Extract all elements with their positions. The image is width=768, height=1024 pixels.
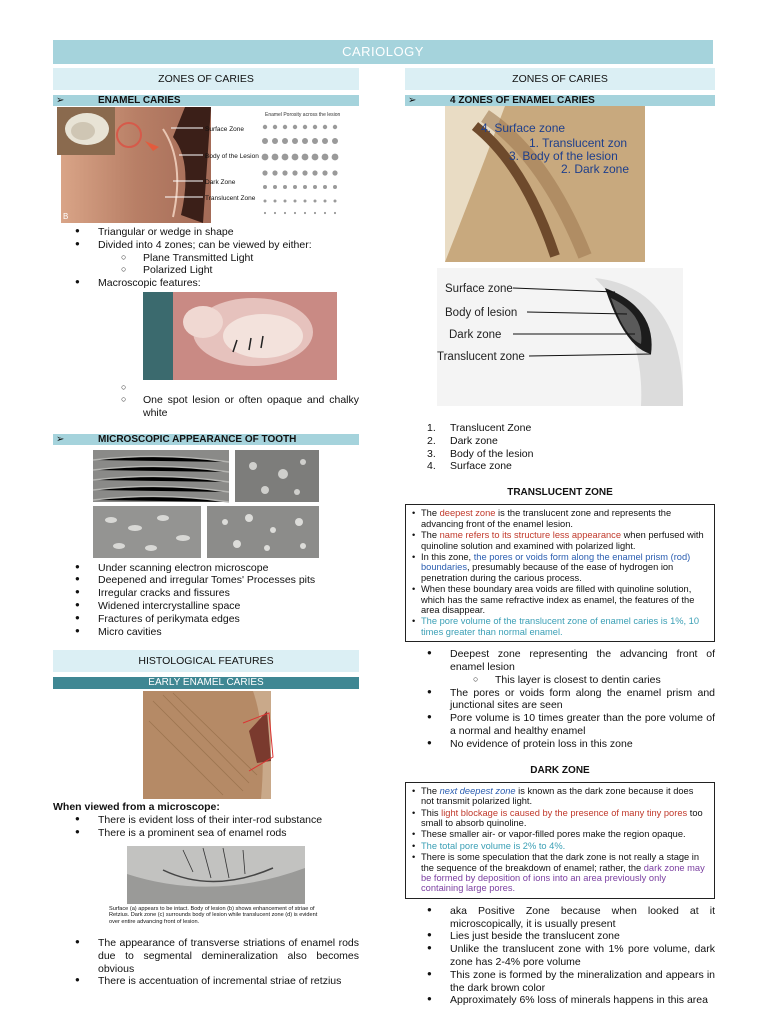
fig-label-dark-zone: 2. Dark zone <box>561 162 630 176</box>
fig-label-translucent: Translucent Zone <box>205 195 256 202</box>
zones-of-caries-header-left: ZONES OF CARIES <box>53 68 359 90</box>
four-zones-figure <box>405 106 715 264</box>
list-item: ● Pore volume is 10 times greater than the pore volume of a normal and healthy enamel <box>405 712 715 738</box>
left-column <box>53 68 359 988</box>
list-item: 2. Dark zone <box>427 434 498 447</box>
early-enamel-caries-heading: EARLY ENAMEL CARIES <box>53 677 359 689</box>
early-caries-figure <box>53 691 359 799</box>
porosity-graph-title: Enamel Porosity across the lesion <box>265 112 341 118</box>
list-item: • The pore volume of the translucent zone of enamel caries is 1%, 10 times greater than normal enamel. <box>412 616 706 637</box>
enamel-caries-heading: ➢ ENAMEL CARIES <box>53 95 359 106</box>
list-item: ● aka Positive Zone because when looked at it microscopically, it is usually present <box>405 905 715 931</box>
figure-corner-label: B <box>63 212 69 221</box>
list-item: ● There is evident loss of their inter-rod substance <box>53 814 359 827</box>
right-column <box>405 68 715 1007</box>
diagram-label-dark: Dark zone <box>449 329 502 341</box>
list-item: ● Fractures of perikymata edges <box>53 613 359 626</box>
list-item: • There is some speculation that the dark zone is not really a stage in the sequence of the breakdown of enamel; rather, the dark zone may be formed by deposition of ions into an area previously only containing large pores. <box>412 852 706 894</box>
enamel-lesion-illustration <box>53 107 359 225</box>
translucent-zone-box <box>405 504 715 642</box>
list-item: • In this zone, the pores or voids form along the enamel prism (rod) boundaries, presumably because of the ease of hydrogen ion penetration during the carious process. <box>412 552 706 583</box>
list-item: ● Widened intercrystalline space <box>53 600 359 613</box>
list-item: • These smaller air- or vapor-filled pores make the region opaque. <box>412 829 706 839</box>
list-item: ● The appearance of transverse striations of enamel rods due to segmental demineralization also becomes obvious <box>53 937 359 975</box>
zones-diagram-figure <box>405 268 715 408</box>
translucent-zone-heading: TRANSLUCENT ZONE <box>507 487 613 499</box>
list-item: ● Deepest zone representing the advancing front of enamel lesion <box>405 648 715 674</box>
fig-label-translucent-zone: 1. Translucent zon <box>529 136 628 150</box>
sem-figure <box>53 448 359 560</box>
lesion-section-figure <box>53 844 359 906</box>
microscope-lead: When viewed from a microscope: <box>53 801 220 814</box>
arrow-bullet-icon: ➢ <box>56 433 65 445</box>
enamel-caries-figure <box>53 107 359 225</box>
list-item: ● Irregular cracks and fissures <box>53 587 359 600</box>
list-item: • The name refers to its structure less appearance when perfused with quinoline solution and examined with polarized light. <box>412 530 706 551</box>
list-item: ● Under scanning electron microscope <box>53 562 359 575</box>
list-item: ● Deepened and irregular Tomes' Processes pits <box>53 574 359 587</box>
list-item: ○ Plane Transmitted Light <box>53 252 359 265</box>
list-item: • The total pore volume is 2% to 4%. <box>412 841 706 851</box>
dark-zone-heading: DARK ZONE <box>530 764 590 776</box>
list-item: ● The pores or voids form along the enamel prism and junctional sites are seen <box>405 687 715 713</box>
list-item: ● Divided into 4 zones; can be viewed by either: <box>53 239 359 252</box>
diagram-label-body: Body of lesion <box>445 307 518 319</box>
list-item: ● No evidence of protein loss in this zone <box>405 738 715 751</box>
fig-label-surface: Surface Zone <box>205 126 245 133</box>
list-item: ● There is a prominent sea of enamel rods <box>53 827 359 840</box>
fig-label-surface-zone: 4. Surface zone <box>481 121 566 135</box>
histological-features-header: HISTOLOGICAL FEATURES <box>53 650 359 672</box>
list-item: ○ This layer is closest to dentin caries <box>405 674 715 687</box>
macroscopic-figure <box>53 292 359 380</box>
list-item: • This light blockage is caused by the presence of many tiny pores too small to absorb quinoline. <box>412 808 706 829</box>
diagram-label-surface: Surface zone <box>445 283 513 295</box>
list-item: ● Lies just beside the translucent zone <box>405 930 715 943</box>
list-item: 4. Surface zone <box>427 460 512 473</box>
arrow-bullet-icon: ➢ <box>408 95 417 106</box>
fig-label-body-lesion: 3. Body of the lesion <box>509 149 618 163</box>
list-item: ○ Polarized Light <box>53 264 359 277</box>
diagram-label-translucent: Translucent zone <box>437 351 525 363</box>
fig-label-body: Body of the Lesion <box>205 153 259 160</box>
microscopic-heading: ➢ MICROSCOPIC APPEARANCE OF TOOTH <box>53 434 359 445</box>
page-title: CARIOLOGY <box>53 40 713 64</box>
list-item: ● Macroscopic features: <box>53 277 359 290</box>
list-item <box>53 382 359 394</box>
list-item: ● This zone is formed by the mineralization and appears in the dark brown color <box>405 969 715 995</box>
list-item: • The next deepest zone is known as the dark zone because it does not transmit polarized light. <box>412 786 706 807</box>
list-item: ● Unlike the translucent zone with 1% pore volume, dark zone has 2-4% pore volume <box>405 943 715 969</box>
list-item: • When these boundary area voids are filled with quinoline solution, which has the same refractive index as enamel, the features of the area disappear. <box>412 584 706 615</box>
list-item: ● Triangular or wedge in shape <box>53 226 359 239</box>
list-item: 1. Translucent Zone <box>427 422 532 434</box>
list-item: ● Approximately 6% loss of minerals happens in this area <box>405 994 715 1007</box>
figure-caption: Surface (a) appears to be intact. Body of lesion (b) shows enhancement of striae of Retzius. Dark zone (c) surrounds body of lesion while translucent zone (d) is evident over entire advancing front of lesion. <box>109 905 318 925</box>
four-zones-heading: ➢ 4 ZONES OF ENAMEL CARIES <box>405 95 715 106</box>
list-item: ● There is accentuation of incremental striae of retzius <box>53 975 359 988</box>
porosity-dot-grid <box>262 125 339 214</box>
dark-zone-box <box>405 782 715 899</box>
list-item: • The deepest zone is the translucent zone and represents the advancing front of the enamel lesion. <box>412 508 706 529</box>
list-item: ○ One spot lesion or often opaque and chalky white <box>53 394 359 420</box>
fig-label-dark: Dark Zone <box>205 179 236 186</box>
list-item: ● Micro cavities <box>53 626 359 639</box>
arrow-bullet-icon: ➢ <box>56 95 65 106</box>
list-item: 3. Body of the lesion <box>427 447 534 460</box>
zones-of-caries-header-right: ZONES OF CARIES <box>405 68 715 90</box>
